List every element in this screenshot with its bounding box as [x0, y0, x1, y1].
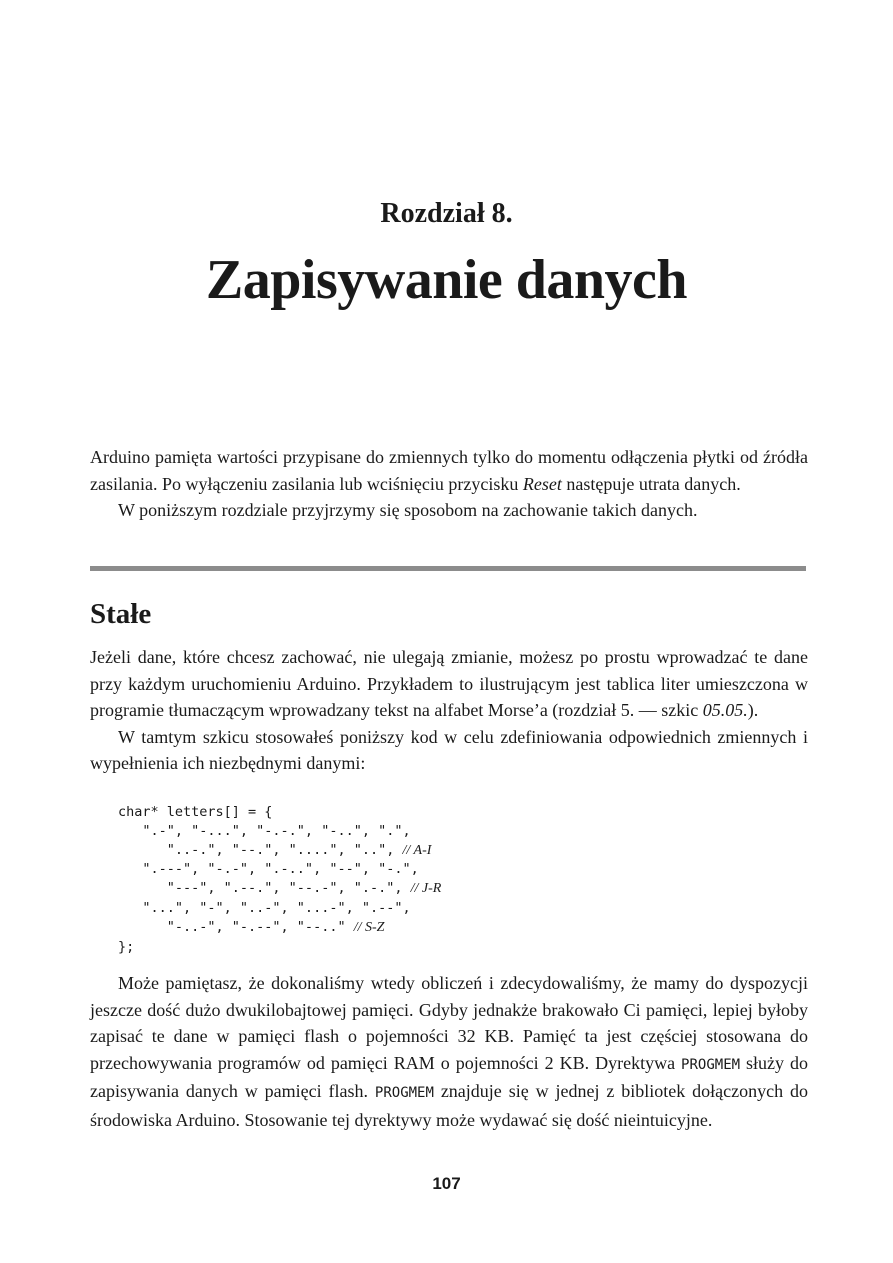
chapter-title: Zapisywanie danych	[205, 249, 688, 311]
section-paragraph-2: W tamtym szkicu stosowałeś poniższy kod w celu zdefiniowania odpowiednich zmiennych i wypełnienia ich niezbędnymi danymi:	[90, 726, 808, 773]
code-listing: char* letters[] = { ".-", "-...", "-.-.", "-..", ".", "..-.", "--.", "....", "..", // A-I ".---", "-.-", ".-..", "--", "-.", "---", ".--.", "--.-", ".-.", // J-R "...", "-", "..-", "...-", ".--", "-..-", "-.--", "--.." // S-Z };	[118, 804, 442, 955]
page-number: 107	[432, 1174, 461, 1193]
sketch-ref: 05.05.	[702, 700, 748, 720]
reset-term: Reset	[522, 473, 562, 494]
section-paragraph-3: Może pamiętasz, że dokonaliśmy wtedy obliczeń i zdecydowaliśmy, że mamy do dyspozycji jeszcze dość dużo dwukilobajtowej pamięci. Gdyby jednakże brakowało Ci pamięci, lepiej byłoby zapisać te dane w pamięci flash o pojemności 32 KB. Pamięć ta jest częściej stosowana do przechowywania programów od pamięci RAM o pojemności 2 KB. Dyrektywa PROGMEM służy do zapisywania danych w pamięci flash. PROGMEM znajduje się w jednej z bibliotek dołączonych do środowiska Arduino. Stosowanie tej dyrektywy może wydawać się dość nieintuicyjne.	[90, 973, 808, 1130]
section-text-2	[90, 970, 808, 1133]
section-paragraph-1: Jeżeli dane, które chcesz zachować, nie ulegają zmianie, możesz po prostu wprowadzać te dane przy każdym uruchomieniu Arduino. Przykładem to ilustrującym jest tablica liter umieszczona w programie tłumaczącym wprowadzany tekst na alfabet Morse’a (rozdział 5. — szkic 05.05.).	[90, 647, 808, 720]
chapter-label: Rozdział 8.	[380, 198, 513, 229]
progmem-keyword: PROGMEM	[681, 1056, 741, 1073]
section-divider	[90, 566, 806, 571]
code-comment: // A-I	[402, 842, 432, 858]
progmem-keyword: PROGMEM	[374, 1085, 434, 1101]
code-comment: // J-R	[410, 881, 442, 897]
intro-text	[90, 444, 808, 524]
section-heading: Stałe	[90, 598, 152, 630]
intro-paragraph-1: Arduino pamięta wartości przypisane do zmiennych tylko do momentu odłączenia płytki od źródła zasilania. Po wyłączeniu zasilania lub wciśnięciu przycisku Reset następuje utrata danych.	[90, 447, 808, 494]
intro-paragraph-2: W poniższym rozdziale przyjrzymy się sposobom na zachowanie takich danych.	[118, 500, 698, 520]
section-text	[90, 644, 808, 777]
code-comment: // S-Z	[353, 919, 385, 935]
